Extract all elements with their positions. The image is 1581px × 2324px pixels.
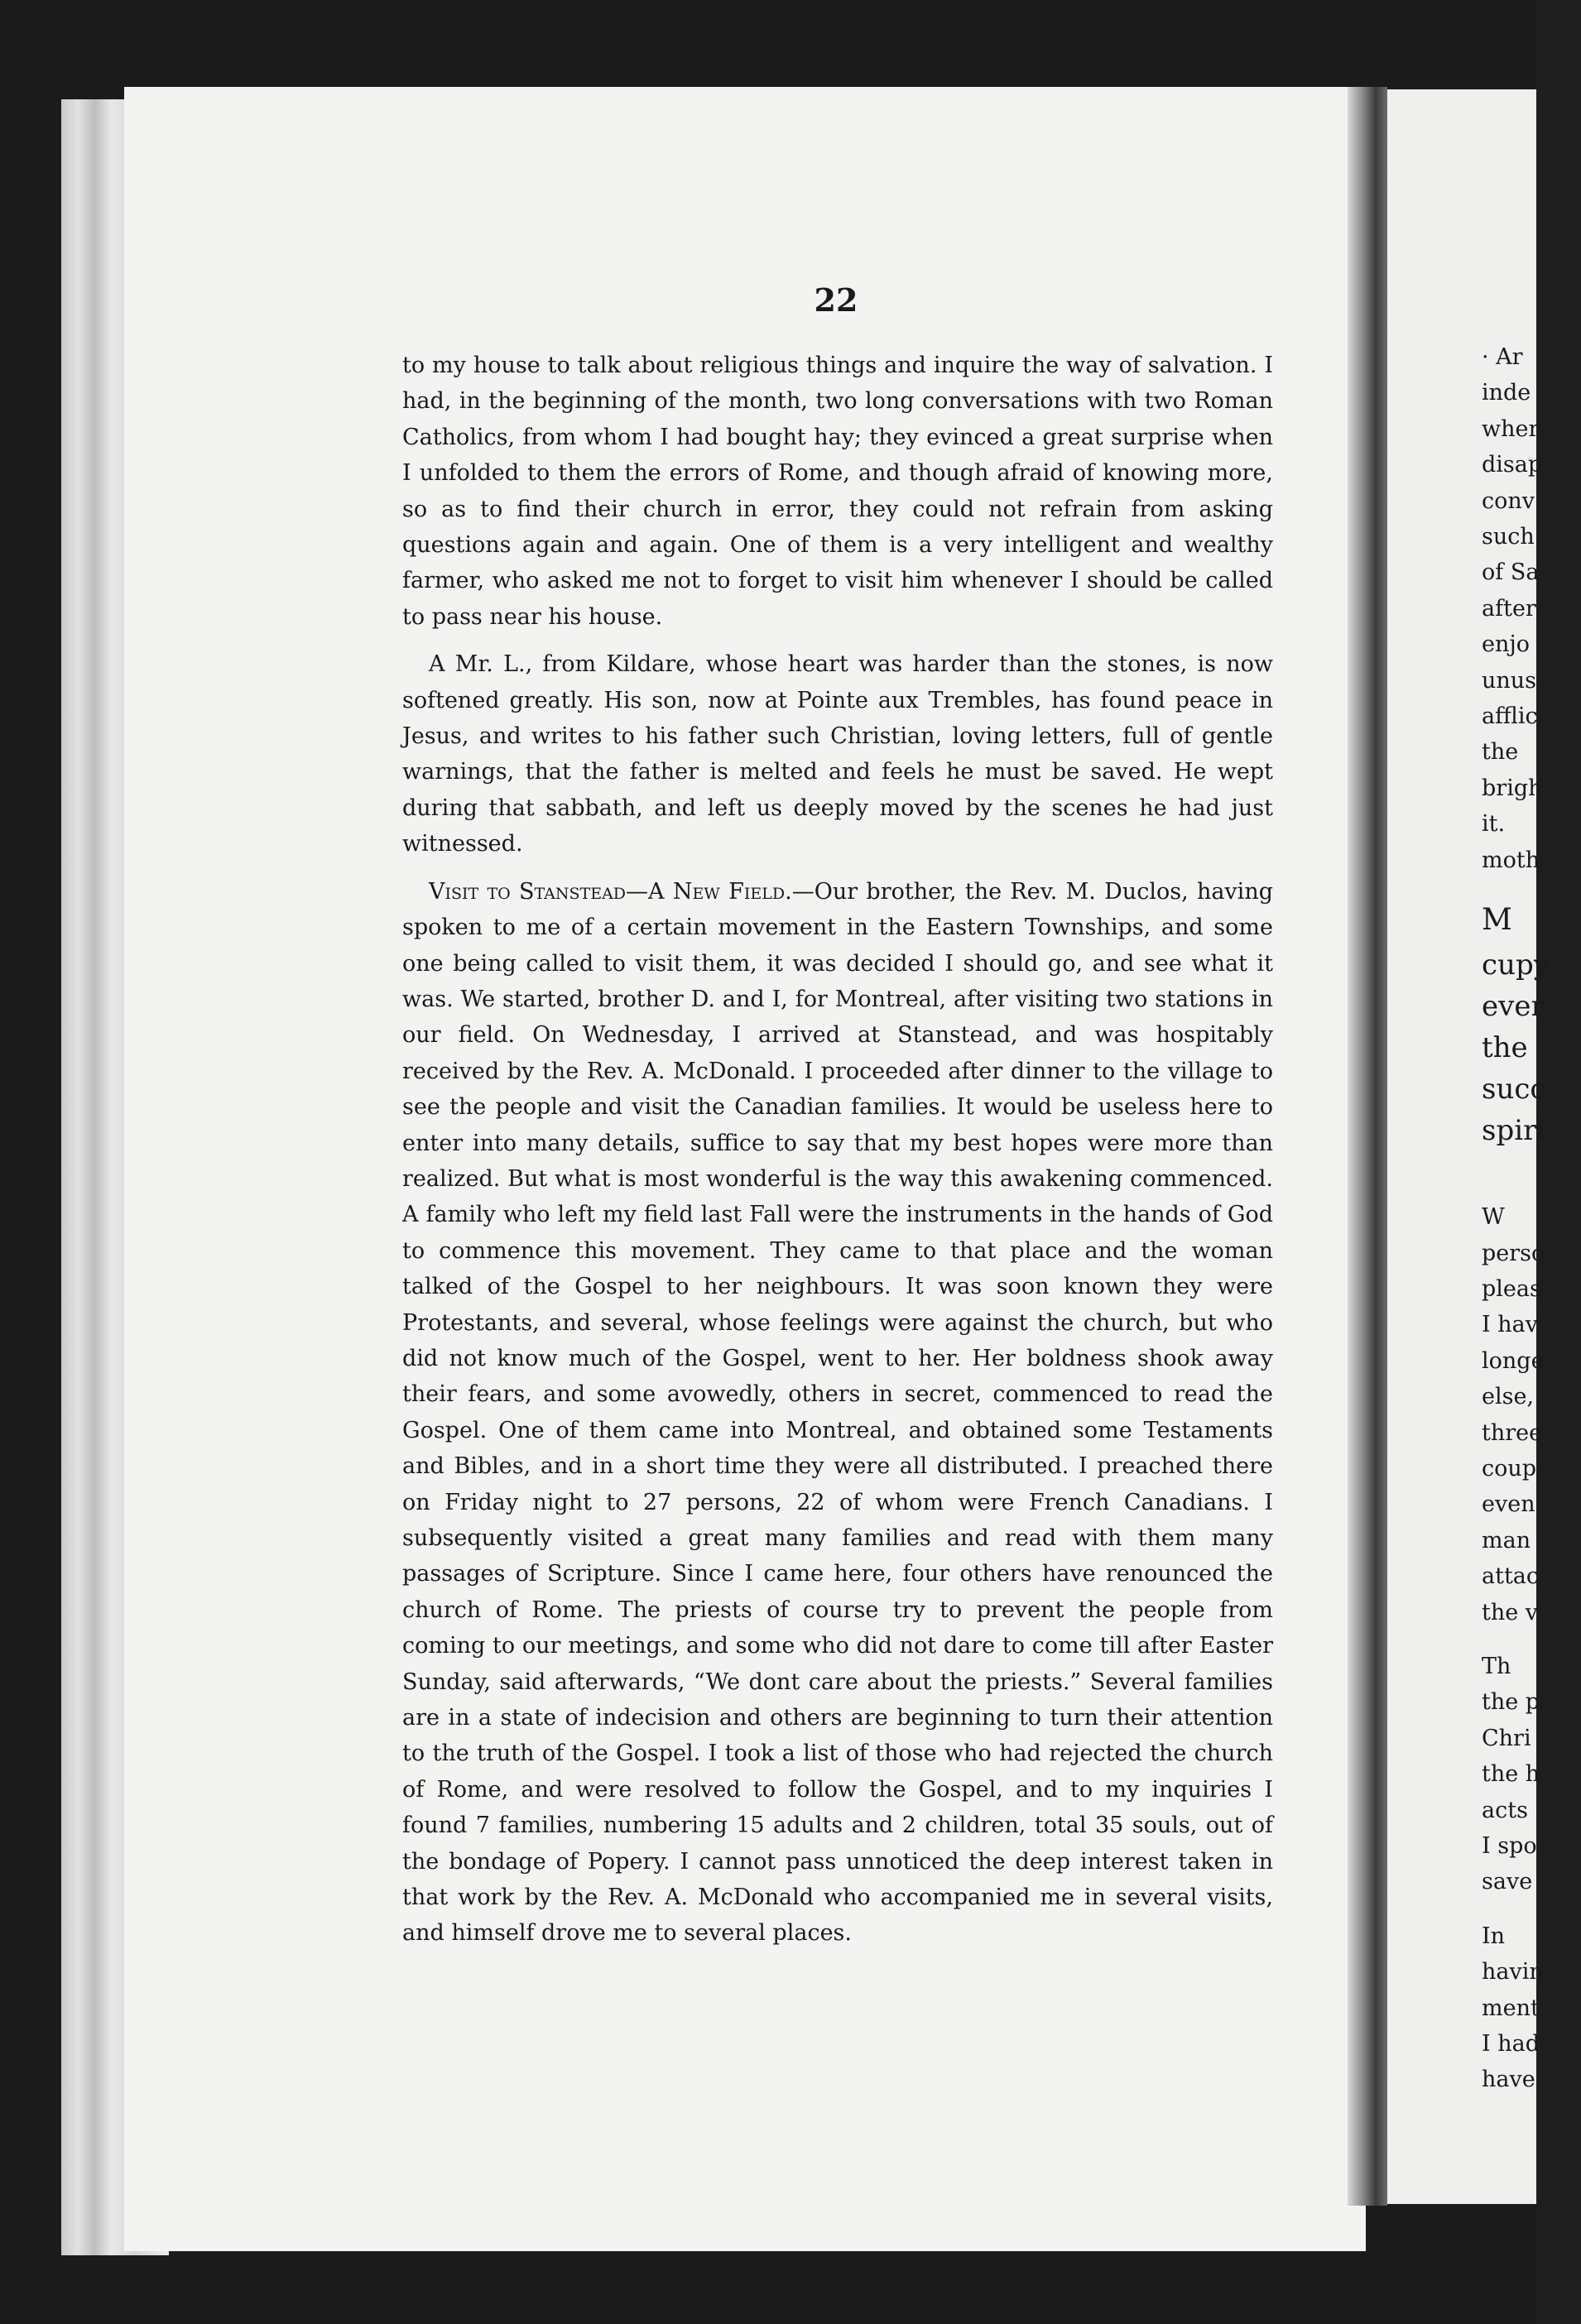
facing-line: moth <box>1482 847 1540 873</box>
facing-line: unus <box>1482 667 1537 694</box>
facing-line: else, <box>1482 1384 1535 1410</box>
facing-line: the h <box>1482 1761 1540 1788</box>
facing-line: W <box>1482 1204 1505 1231</box>
facing-line: even <box>1482 1491 1535 1518</box>
facing-line: acts <box>1482 1797 1528 1823</box>
facing-line: ever <box>1482 990 1545 1024</box>
facing-line: the <box>1482 739 1519 766</box>
facing-line: pleas <box>1482 1275 1541 1302</box>
facing-line: I hav <box>1482 1312 1538 1338</box>
facing-line: three <box>1482 1419 1543 1446</box>
facing-line: disap <box>1482 452 1543 478</box>
facing-line: afflic <box>1482 703 1538 730</box>
section-heading: Visit to Stanstead—A New Field. <box>429 878 792 905</box>
facing-line: save <box>1482 1869 1533 1895</box>
section-body: —Our brother, the Rev. M. Duclos, having spoken to me of a certain movement in the Eastern Townships, and some one being called to visit them, it was decided I should go, and see what it was. We started, brother D. and I, for Montreal, after visiting two stations in our field. On Wednesday, I arrived at Stanstead, and was hospitably received by the Rev. A. McDonald. I proceeded after dinner to the village to see the people and visit the Canadian families. It would be useless here to enter into many details, suffice to say that my best hopes were more than realized. But what is most wonderful is the way this awakening commenced. A family who left my field last Fall were the instruments in the hands of God to commence this movement. They came to that place and the woman talked of the Gospel to her neighbours. It was soon known they were Protestants, and several, whose feelings were against the church, but who did not know much of the Gospel, went to her. Her boldness shook away their fears, and some avowedly, others in secret, commenced to read the Gospel. One of them came into Montreal, and obtained some Testaments and Bibles, and in a short time they were all distributed. I preached there on Friday night to 27 persons, 22 of whom were French Canadians. I subsequently visited a great many families and read with them many passages of Scripture. Since I came here, four others have renounced the church of Rome. The priests of course try to prevent the people from coming to our meetings, and some who did not dare to come till after Easter Sunday, said afterwards, “We dont care about the priests.” Several families are in a state of indecision and others are beginning to turn their attention to the truth of the Gospel. I took a list of those who had rejected the church of Rome, and were resolved to follow the Gospel, and to my inquiries I found 7 families, numbering 15 adults and 2 children, total 35 souls, out of the bondage of Popery. I cannot pass unnoticed the deep interest taken in that work by the Rev. A. McDonald who accompanied me in several visits, and himself drove me to several places. <box>402 878 1273 1947</box>
facing-line: the v <box>1482 1599 1539 1625</box>
facing-line: it. <box>1482 811 1506 838</box>
facing-line: longe <box>1482 1347 1545 1374</box>
paragraph-continuation: to my house to talk about religious things and inquire the way of salvation. I had, in the beginning of the month, two long conversations with two Roman Catholics, from whom I had bought hay; they evinced a great surprise when I unfolded to them the errors of Rome, and though afraid of knowing more, so as to find their church in error, they could not refrain from asking questions again and again. One of them is a very intelligent and wealthy farmer, who asked me not to forget to visit him whenever I should be called to pass near his house. <box>402 353 1273 630</box>
facing-line: of Sa <box>1482 559 1540 586</box>
facing-line: inde <box>1482 380 1531 406</box>
facing-line: attac <box>1482 1563 1540 1590</box>
page-number: 22 <box>814 281 858 319</box>
facing-line: perso <box>1482 1240 1545 1266</box>
page-body <box>402 348 1273 1963</box>
facing-line: after <box>1482 595 1536 622</box>
facing-line: I spo <box>1482 1833 1537 1859</box>
paragraph-stanstead <box>402 874 1273 1952</box>
facing-line: · Ar <box>1482 344 1523 370</box>
facing-line: enjo <box>1482 631 1530 658</box>
facing-line: have <box>1482 2067 1535 2093</box>
facing-line: such <box>1482 524 1535 550</box>
facing-line: wher <box>1482 415 1540 442</box>
facing-line: havin <box>1482 1959 1544 1985</box>
facing-line: I had <box>1482 2031 1540 2058</box>
book-gutter <box>1348 87 1387 2206</box>
facing-page-text <box>1482 339 1581 2098</box>
facing-line: man <box>1482 1527 1531 1553</box>
facing-line: coup <box>1482 1455 1537 1481</box>
facing-line: ment <box>1482 1995 1540 2021</box>
facing-line: succ <box>1482 1073 1546 1107</box>
facing-line: In <box>1482 1923 1506 1949</box>
facing-line: Chri <box>1482 1725 1531 1751</box>
facing-line: conv <box>1482 487 1535 514</box>
facing-line: cupy <box>1482 948 1550 982</box>
facing-line: brigh <box>1482 775 1543 801</box>
facing-line: the <box>1482 1031 1528 1065</box>
facing-line: spiri <box>1482 1114 1546 1148</box>
facing-line: M <box>1482 903 1512 938</box>
facing-line: Th <box>1482 1653 1511 1679</box>
facing-line: the p <box>1482 1689 1540 1716</box>
paragraph-mr-l: A Mr. L., from Kildare, whose heart was harder than the stones, is now softened greatly. His son, now at Pointe aux Trembles, has found peace in Jesus, and writes to his father such Christian, loving letters, full of gentle warnings, that the father is melted and feels he must be saved. He wept during that sabbath, and left us deeply moved by the scenes he had just witnessed. <box>402 651 1273 857</box>
